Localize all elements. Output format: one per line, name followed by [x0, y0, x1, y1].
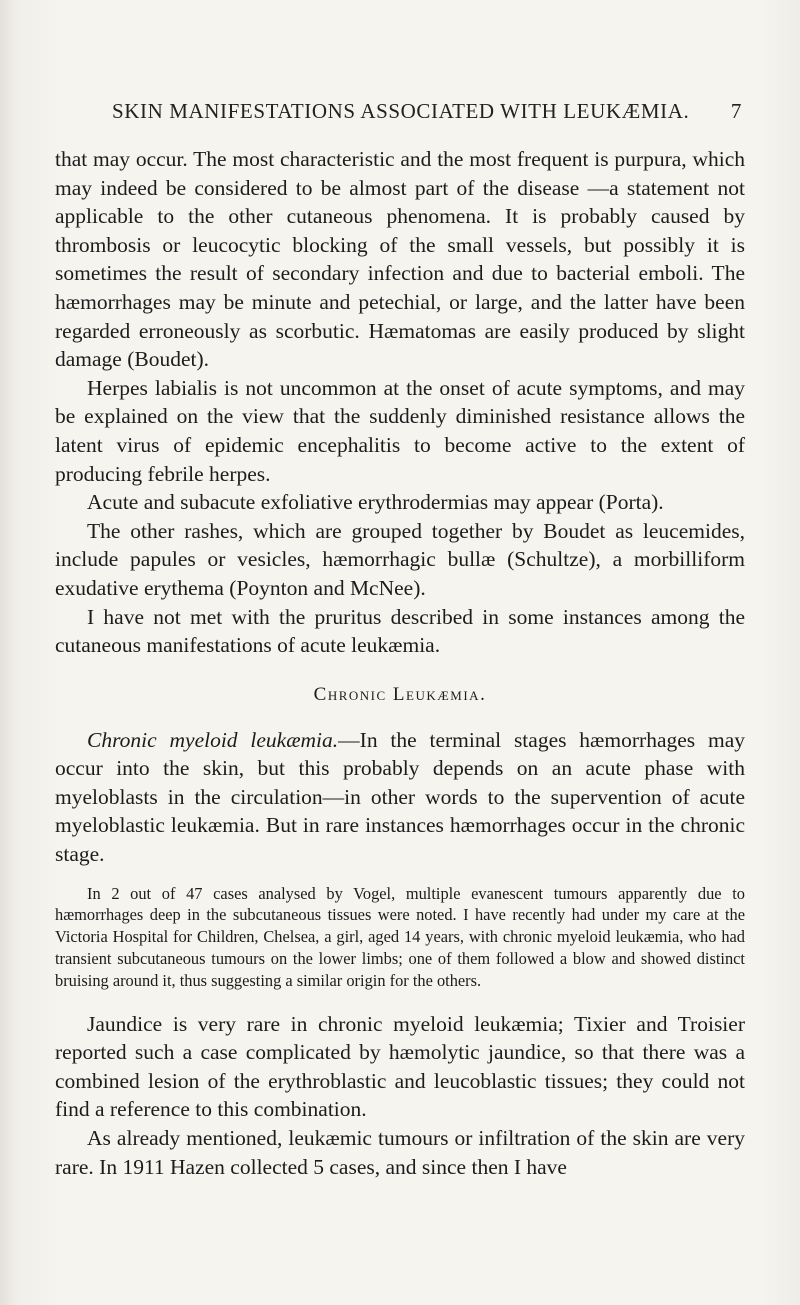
paragraph-tumours: As already mentioned, leukæmic tumours or infiltration of the skin are very rare. In 1911 Hazen collected 5 cases, and since then I have: [55, 1126, 745, 1179]
chronic-lead-text: —In the terminal stages hæmorrhages may occur into the skin, but this probably depends on an acute phase with myeloblasts in the circulation—in other words to the supervention of acute myeloblastic leukæmia. But in rare instances hæmorrhages occur in the chronic stage.: [55, 727, 745, 867]
paragraph-pruritus: I have not met with the pruritus described in some instances among the cutaneous manifestations of acute leukæmia.: [55, 604, 745, 658]
page-header: [112, 99, 742, 124]
page-body: [55, 145, 745, 1181]
paragraph-erythrodermias: Acute and subacute exfoliative erythrodermias may appear (Porta).: [87, 490, 664, 515]
section-heading-chronic: Chronic Leukæmia.: [313, 683, 487, 705]
page-number: 7: [730, 99, 742, 123]
paragraph-herpes: Herpes labialis is not uncommon at the onset of acute symptoms, and may be explained on the view that the suddenly diminished resistance allows the latent virus of epidemic encephalitis to become active to the extent of producing febrile herpes.: [55, 375, 745, 486]
running-title: SKIN MANIFESTATIONS ASSOCIATED WITH LEUKÆMIA.: [112, 99, 690, 123]
small-print-note: In 2 out of 47 cases analysed by Vogel, multiple evanescent tumours apparently due to hæmorrhages deep in the subcutaneous tissues were noted. I have recently had under my care at the Victoria Hospital for Children, Chelsea, a girl, aged 14 years, with chronic myeloid leukæmia, who had transient subcutaneous tumours on the lower limbs; one of them followed a blow and showed distinct bruising around it, thus suggesting a similar origin for the others.: [55, 883, 745, 990]
paragraph-rashes: The other rashes, which are grouped together by Boudet as leucemides, include papules or vesicles, hæmorrhagic bullæ (Schultze), a morbilliform exudative erythema (Poynton and McNee).: [55, 518, 745, 600]
paragraph-purpura: that may occur. The most characteristic and the most frequent is purpura, which may indeed be considered to be almost part of the disease —a statement not applicable to the other cutaneous phenomena. It is probably caused by thrombosis or leucocytic blocking of the small vessels, but possibly it is sometimes the result of secondary infection and due to bacterial emboli. The hæmorrhages may be minute and petechial, or large, and the latter have been regarded erroneously as scorbutic. Hæmatomas are easily produced by slight damage (Boudet).: [55, 147, 745, 372]
paragraph-chronic-myeloid: [55, 726, 745, 869]
chronic-lead-italic: Chronic myeloid leukæmia.: [87, 727, 339, 752]
paragraph-jaundice: Jaundice is very rare in chronic myeloid leukæmia; Tixier and Troisier reported such a case complicated by hæmolytic jaundice, so that there was a combined lesion of the erythroblastic and leucoblastic tissues; they could not find a reference to this combination.: [55, 1011, 745, 1122]
